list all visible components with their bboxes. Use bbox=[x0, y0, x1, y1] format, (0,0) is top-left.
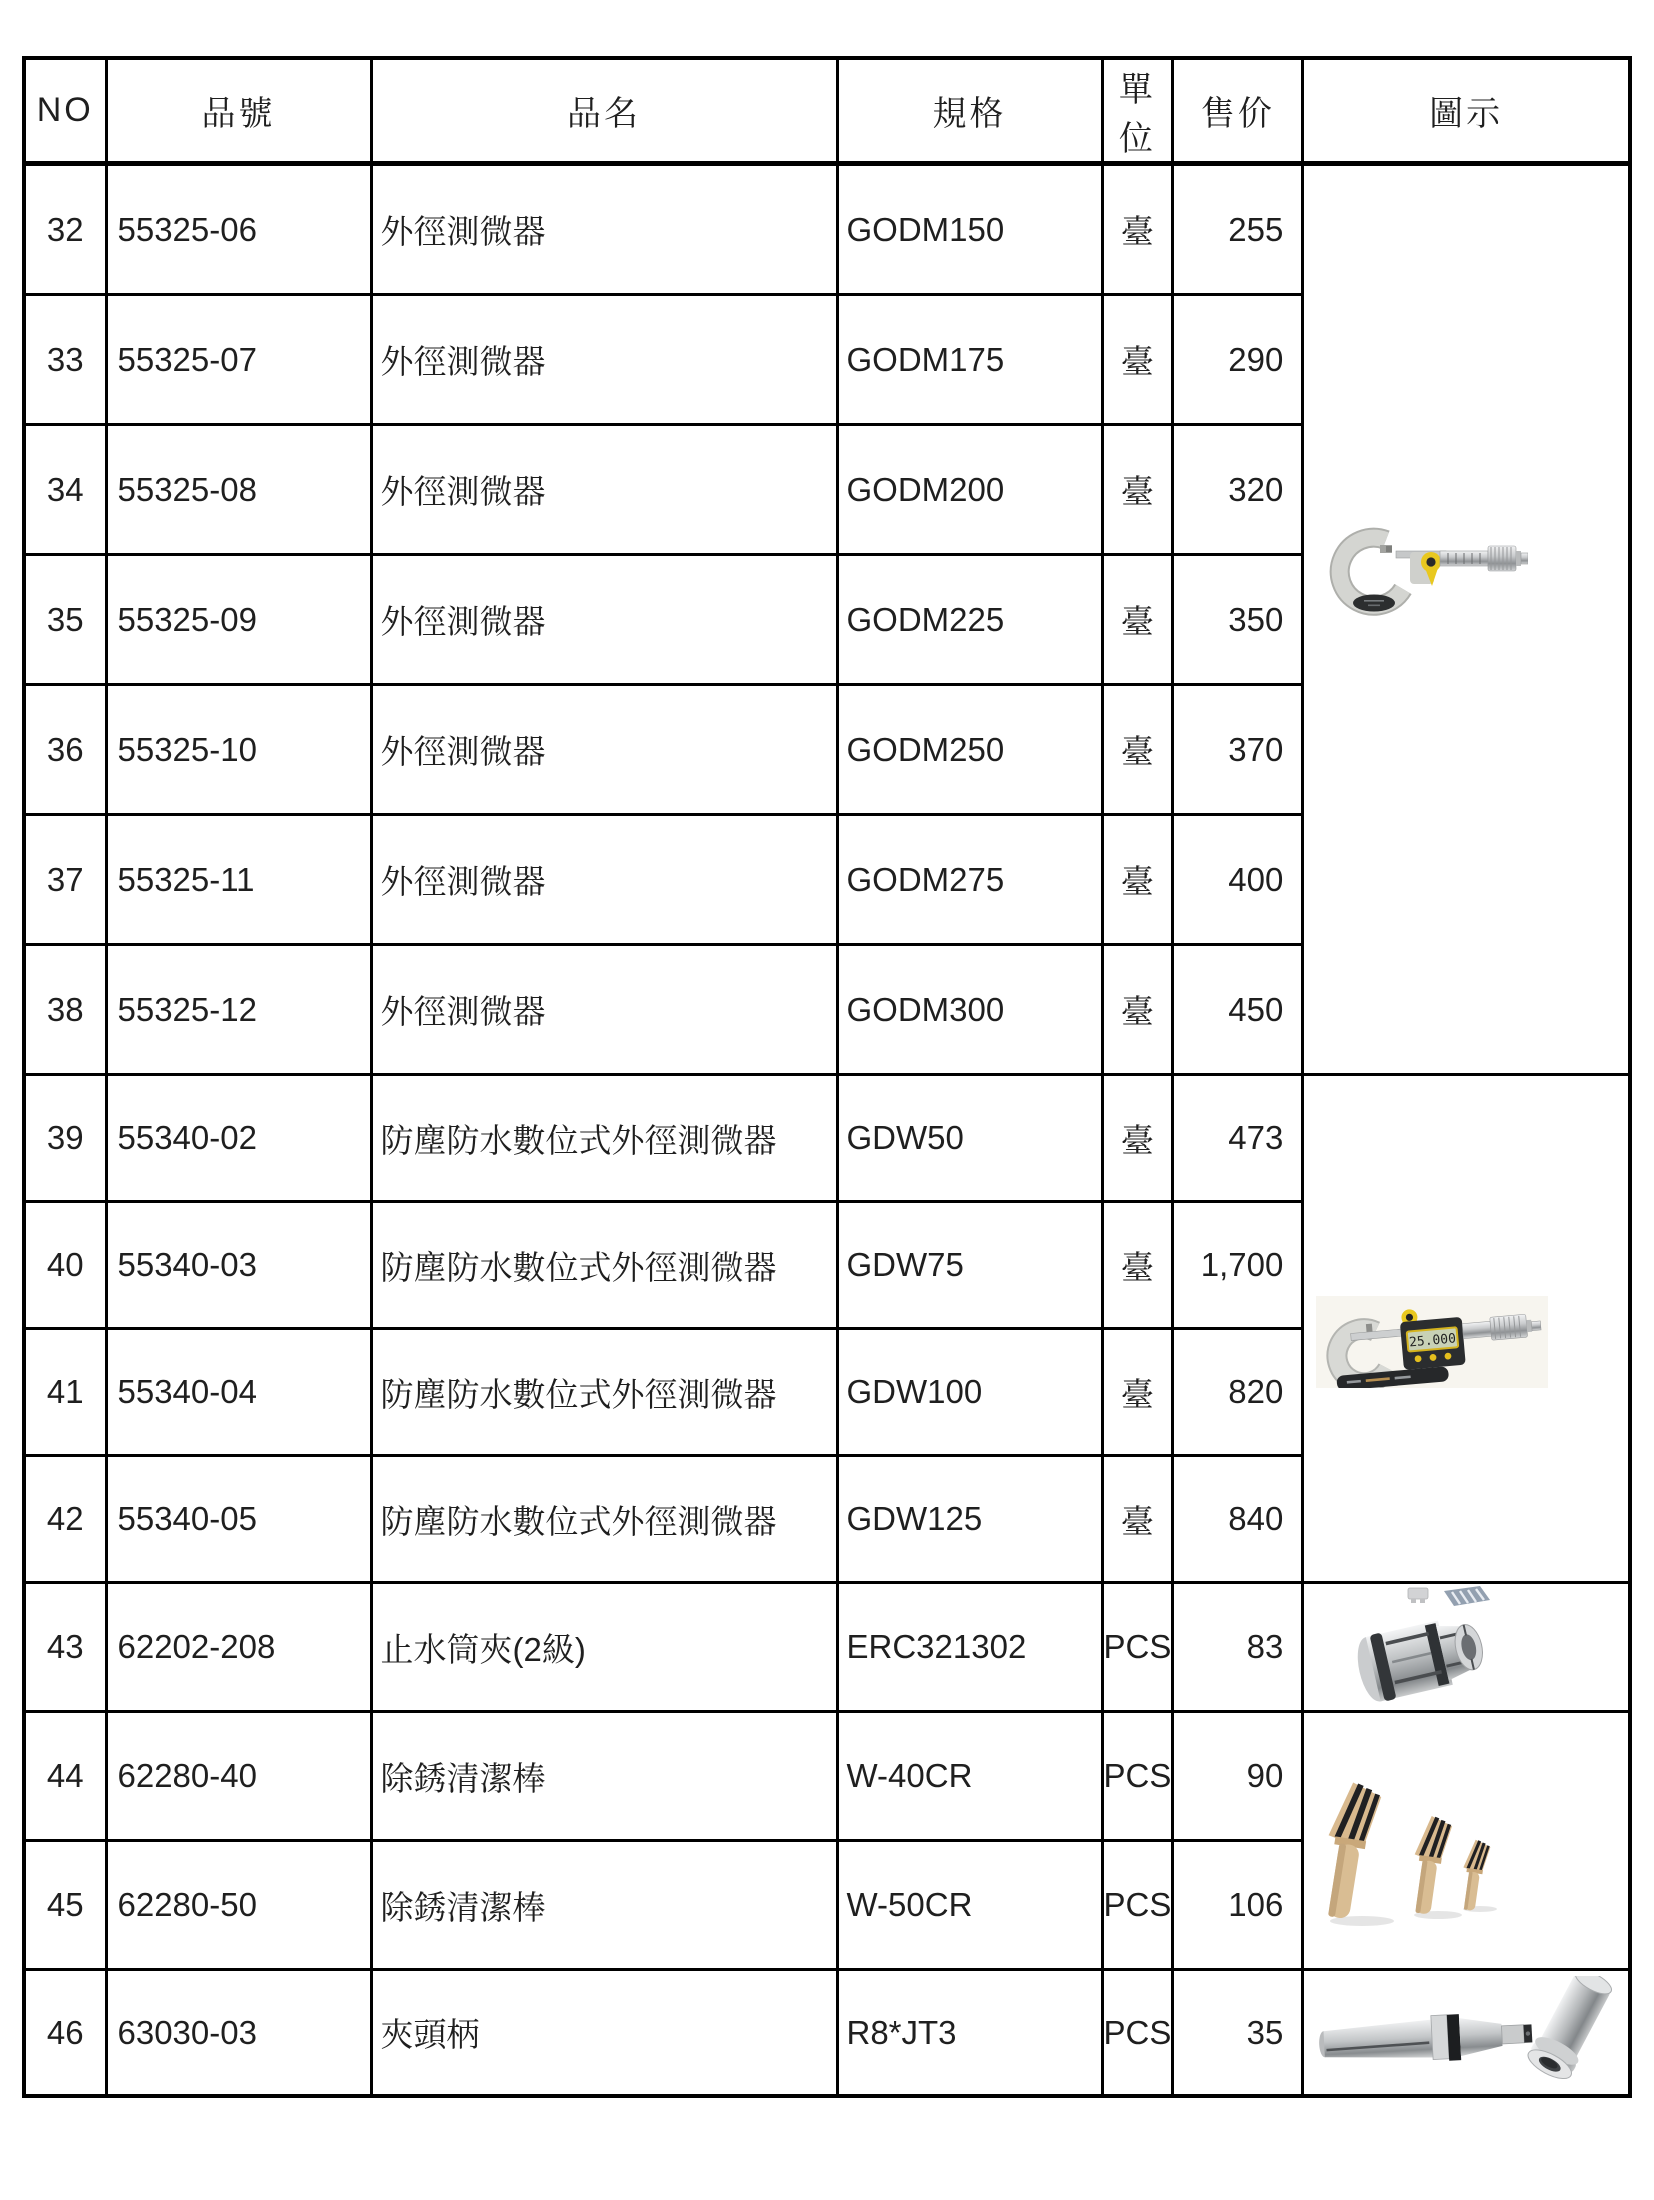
cell-unit: 臺 bbox=[1102, 1456, 1173, 1583]
cell-name: 除銹清潔棒 bbox=[371, 1841, 837, 1970]
cell-price: 106 bbox=[1173, 1841, 1303, 1970]
cell-name: 除銹清潔棒 bbox=[371, 1712, 837, 1841]
cell-spec: GODM225 bbox=[837, 555, 1102, 685]
collet-photo bbox=[1332, 1586, 1512, 1714]
cell-code: 63030-03 bbox=[106, 1970, 371, 2097]
product-price-table bbox=[22, 56, 1632, 2098]
cell-spec: GDW100 bbox=[837, 1329, 1102, 1456]
table-row bbox=[24, 1075, 1630, 1202]
header-code: 品號 bbox=[106, 58, 371, 164]
cell-price: 320 bbox=[1173, 425, 1303, 555]
cell-code: 55340-04 bbox=[106, 1329, 371, 1456]
cell-unit: 臺 bbox=[1102, 1075, 1173, 1202]
cell-unit: PCS bbox=[1102, 1712, 1173, 1841]
cell-unit: 臺 bbox=[1102, 164, 1173, 295]
digital-micrometer-photo bbox=[1316, 1296, 1548, 1388]
image-cell-collet-chuck-arbor bbox=[1303, 1970, 1630, 2097]
cell-no: 38 bbox=[24, 945, 106, 1075]
cell-price: 450 bbox=[1173, 945, 1303, 1075]
cell-code: 55325-11 bbox=[106, 815, 371, 945]
image-cell-collet bbox=[1303, 1583, 1630, 1712]
cell-price: 290 bbox=[1173, 295, 1303, 425]
cell-code: 55325-10 bbox=[106, 685, 371, 815]
cell-unit: PCS bbox=[1102, 1583, 1173, 1712]
cell-code: 55325-12 bbox=[106, 945, 371, 1075]
cell-name: 防塵防水數位式外徑測微器 bbox=[371, 1456, 837, 1583]
cell-no: 35 bbox=[24, 555, 106, 685]
cell-name: 防塵防水數位式外徑測微器 bbox=[371, 1329, 837, 1456]
cell-price: 90 bbox=[1173, 1712, 1303, 1841]
cell-spec: ERC321302 bbox=[837, 1583, 1102, 1712]
cell-price: 840 bbox=[1173, 1456, 1303, 1583]
cell-price: 35 bbox=[1173, 1970, 1303, 2097]
cell-no: 45 bbox=[24, 1841, 106, 1970]
table-row bbox=[24, 164, 1630, 295]
header-price: 售价 bbox=[1173, 58, 1303, 164]
cell-code: 55340-03 bbox=[106, 1202, 371, 1329]
outside-micrometer-photo bbox=[1322, 524, 1528, 616]
cell-price: 83 bbox=[1173, 1583, 1303, 1712]
cell-no: 34 bbox=[24, 425, 106, 555]
cell-no: 42 bbox=[24, 1456, 106, 1583]
cell-no: 37 bbox=[24, 815, 106, 945]
cell-no: 36 bbox=[24, 685, 106, 815]
header-no: NO bbox=[24, 58, 106, 164]
cell-name: 外徑測微器 bbox=[371, 425, 837, 555]
cell-spec: GODM250 bbox=[837, 685, 1102, 815]
cell-unit: 臺 bbox=[1102, 1329, 1173, 1456]
header-unit: 單位 bbox=[1102, 58, 1173, 164]
lcd-readout: 25.000 bbox=[1408, 1331, 1457, 1351]
cell-spec: R8*JT3 bbox=[837, 1970, 1102, 2097]
cell-spec: GDW125 bbox=[837, 1456, 1102, 1583]
cell-code: 55325-07 bbox=[106, 295, 371, 425]
cell-price: 1,700 bbox=[1173, 1202, 1303, 1329]
cell-name: 外徑測微器 bbox=[371, 815, 837, 945]
cell-code: 55340-02 bbox=[106, 1075, 371, 1202]
cell-price: 370 bbox=[1173, 685, 1303, 815]
cell-name: 止水筒夾(2級) bbox=[371, 1583, 837, 1712]
cell-name: 外徑測微器 bbox=[371, 945, 837, 1075]
cell-price: 350 bbox=[1173, 555, 1303, 685]
table-row bbox=[24, 1712, 1630, 1841]
collet-chuck-arbor-photo bbox=[1314, 1976, 1616, 2096]
cell-name: 外徑測微器 bbox=[371, 295, 837, 425]
cell-price: 255 bbox=[1173, 164, 1303, 295]
cell-code: 55325-06 bbox=[106, 164, 371, 295]
cleaning-rods-photo bbox=[1322, 1781, 1507, 1929]
cell-spec: GODM200 bbox=[837, 425, 1102, 555]
cell-price: 400 bbox=[1173, 815, 1303, 945]
cell-spec: GODM300 bbox=[837, 945, 1102, 1075]
cell-spec: GODM275 bbox=[837, 815, 1102, 945]
cell-no: 44 bbox=[24, 1712, 106, 1841]
cell-no: 43 bbox=[24, 1583, 106, 1712]
cell-unit: 臺 bbox=[1102, 945, 1173, 1075]
cell-code: 55340-05 bbox=[106, 1456, 371, 1583]
cell-no: 46 bbox=[24, 1970, 106, 2097]
cell-no: 41 bbox=[24, 1329, 106, 1456]
cell-spec: GDW50 bbox=[837, 1075, 1102, 1202]
cell-unit: 臺 bbox=[1102, 1202, 1173, 1329]
cell-name: 夾頭柄 bbox=[371, 1970, 837, 2097]
cell-code: 55325-09 bbox=[106, 555, 371, 685]
table-row bbox=[24, 1970, 1630, 2097]
cell-spec: GODM150 bbox=[837, 164, 1102, 295]
cell-price: 473 bbox=[1173, 1075, 1303, 1202]
cell-name: 外徑測微器 bbox=[371, 555, 837, 685]
cell-name: 外徑測微器 bbox=[371, 164, 837, 295]
cell-name: 外徑測微器 bbox=[371, 685, 837, 815]
header-name: 品名 bbox=[371, 58, 837, 164]
cell-no: 39 bbox=[24, 1075, 106, 1202]
cell-code: 55325-08 bbox=[106, 425, 371, 555]
cell-spec: W-50CR bbox=[837, 1841, 1102, 1970]
header-image: 圖示 bbox=[1303, 58, 1630, 164]
cell-unit: 臺 bbox=[1102, 685, 1173, 815]
cell-code: 62202-208 bbox=[106, 1583, 371, 1712]
image-cell-cleaning-rods bbox=[1303, 1712, 1630, 1970]
cell-unit: 臺 bbox=[1102, 425, 1173, 555]
cell-spec: W-40CR bbox=[837, 1712, 1102, 1841]
cell-code: 62280-40 bbox=[106, 1712, 371, 1841]
cell-unit: PCS bbox=[1102, 1970, 1173, 2097]
cell-spec: GODM175 bbox=[837, 295, 1102, 425]
cell-code: 62280-50 bbox=[106, 1841, 371, 1970]
cell-unit: 臺 bbox=[1102, 815, 1173, 945]
cell-unit: 臺 bbox=[1102, 295, 1173, 425]
cell-spec: GDW75 bbox=[837, 1202, 1102, 1329]
cell-unit: 臺 bbox=[1102, 555, 1173, 685]
header-spec: 規格 bbox=[837, 58, 1102, 164]
cell-no: 33 bbox=[24, 295, 106, 425]
table-row bbox=[24, 1583, 1630, 1712]
cell-price: 820 bbox=[1173, 1329, 1303, 1456]
image-cell-digital-micrometer bbox=[1303, 1075, 1630, 1583]
header-row bbox=[24, 58, 1630, 164]
image-cell-outside-micrometer bbox=[1303, 164, 1630, 1075]
cell-no: 32 bbox=[24, 164, 106, 295]
cell-name: 防塵防水數位式外徑測微器 bbox=[371, 1202, 837, 1329]
cell-no: 40 bbox=[24, 1202, 106, 1329]
cell-unit: PCS bbox=[1102, 1841, 1173, 1970]
cell-name: 防塵防水數位式外徑測微器 bbox=[371, 1075, 837, 1202]
